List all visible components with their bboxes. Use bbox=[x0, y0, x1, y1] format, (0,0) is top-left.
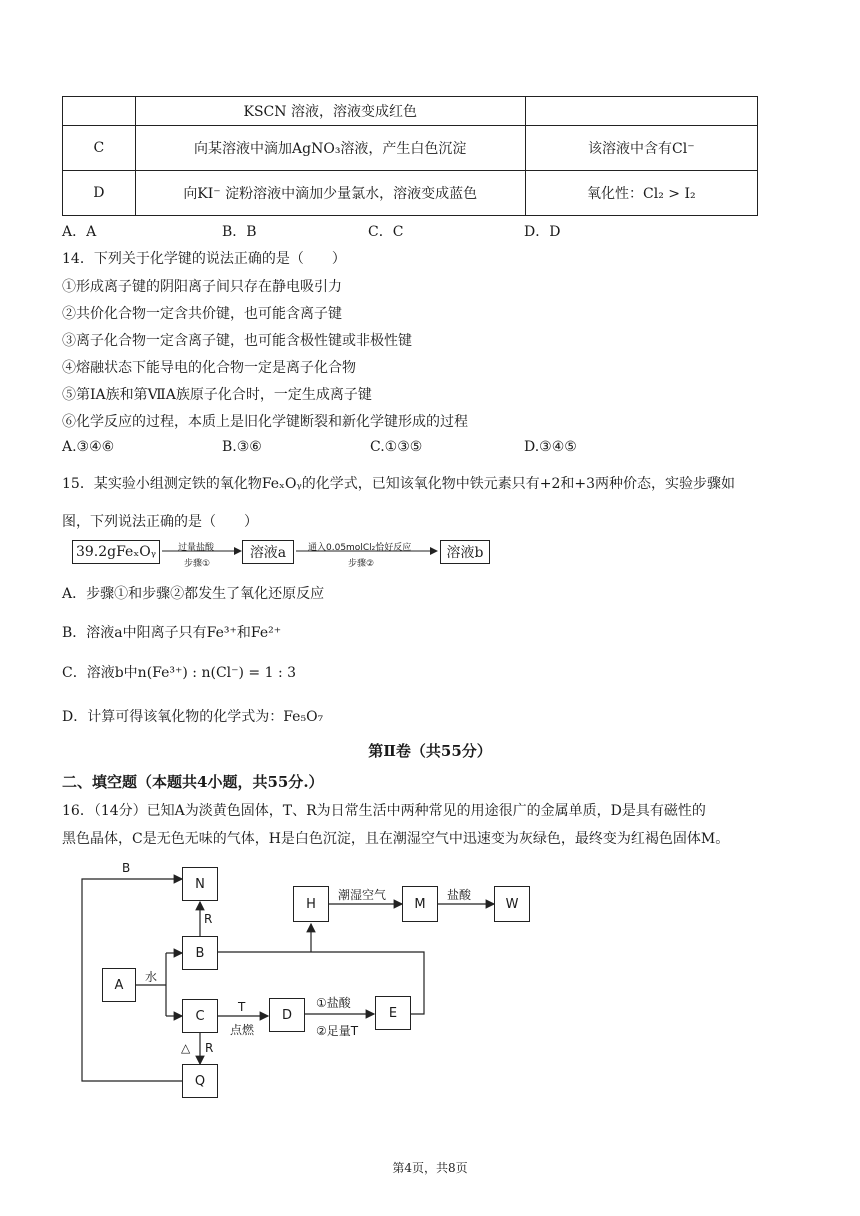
q15-stem: 15．某实验小组测定铁的氧化物FeₓOᵧ的化学式，已知该氧化物中铁元素只有+2和+3两种价态，实验步骤如 bbox=[62, 476, 736, 492]
q15-option-b[interactable]: B．溶液a中阳离子只有Fe³⁺和Fe²⁺ bbox=[62, 625, 282, 641]
label-excess-t: ②足量T bbox=[316, 1024, 359, 1038]
q14-item: ①形成离子键的阴阳离子间只存在静电吸引力 bbox=[62, 279, 342, 295]
label-t: T bbox=[238, 1000, 246, 1014]
label-r-low: R bbox=[205, 1041, 214, 1055]
flow-box-oxide: 39.2gFeₓOᵧ bbox=[72, 540, 160, 564]
flow-arrow2-label: 通入0.05molCl₂恰好反应 bbox=[308, 543, 412, 553]
q16-text: 16．（14分）已知A为淡黄色固体，T、R为日常生活中两种常见的用途很广的金属单质，D是具有磁性的 bbox=[62, 803, 706, 819]
node-w: W bbox=[494, 886, 530, 922]
table-cell: 氧化性：Cl₂ > I₂ bbox=[525, 171, 757, 216]
q14-option-a[interactable]: A.③④⑥ bbox=[62, 439, 115, 455]
q13-option-c[interactable]: C．C bbox=[368, 224, 404, 240]
node-b: B bbox=[182, 936, 218, 970]
node-m: M bbox=[402, 886, 438, 922]
q15-option-d[interactable]: D．计算可得该氧化物的化学式为：Fe₅O₇ bbox=[62, 709, 324, 725]
table-cell: 向某溶液中滴加AgNO₃溶液，产生白色沉淀 bbox=[135, 126, 525, 171]
node-h: H bbox=[293, 886, 329, 922]
flow-box-solution-a: 溶液a bbox=[242, 540, 294, 564]
q16-text-cont: 黑色晶体，C是无色无味的气体，H是白色沉淀，且在潮湿空气中迅速变为灰绿色，最终变为红褐色固体M。 bbox=[62, 831, 730, 847]
q15-stem-cont: 图，下列说法正确的是（ ） bbox=[62, 514, 258, 530]
q14-item: ⑤第ⅠA族和第ⅦA族原子化合时，一定生成离子键 bbox=[62, 387, 372, 403]
q14-option-d[interactable]: D.③④⑤ bbox=[524, 439, 577, 455]
q14-option-b[interactable]: B.③⑥ bbox=[222, 439, 262, 455]
node-a: A bbox=[102, 968, 136, 1002]
q14-option-c[interactable]: C.①③⑤ bbox=[370, 439, 423, 455]
node-e: E bbox=[375, 996, 411, 1030]
label-moist-air: 潮湿空气 bbox=[338, 888, 387, 902]
node-c: C bbox=[182, 999, 218, 1033]
q14-stem: 14．下列关于化学键的说法正确的是（ ） bbox=[62, 251, 346, 267]
table-cell: 向KI⁻ 淀粉溶液中滴加少量氯水，溶液变成蓝色 bbox=[135, 171, 525, 216]
node-q: Q bbox=[182, 1064, 218, 1098]
flow-box-solution-b: 溶液b bbox=[440, 540, 490, 564]
label-r: R bbox=[204, 912, 213, 926]
q14-item: ④熔融状态下能导电的化合物一定是离子化合物 bbox=[62, 360, 356, 376]
section2-title: 二、填空题（本题共4小题，共55分.） bbox=[62, 773, 324, 791]
table-cell: KSCN 溶液，溶液变成红色 bbox=[135, 97, 525, 126]
label-hcl: 盐酸 bbox=[447, 888, 472, 902]
table-cell: C bbox=[63, 126, 136, 171]
flow-arrow1-step: 步骤① bbox=[184, 559, 211, 569]
label-heat: △ bbox=[181, 1041, 191, 1055]
page-footer: 第4页，共8页 bbox=[392, 1161, 468, 1175]
table-cell: D bbox=[63, 171, 136, 216]
label-b: B bbox=[122, 861, 131, 875]
q13-option-a[interactable]: A．A bbox=[62, 224, 97, 240]
q14-item: ⑥化学反应的过程，本质上是旧化学键断裂和新化学键形成的过程 bbox=[62, 414, 468, 430]
node-d: D bbox=[269, 998, 305, 1032]
q13-option-d[interactable]: D．D bbox=[524, 224, 561, 240]
flow-arrow2-step: 步骤② bbox=[348, 559, 375, 569]
label-hcl1: ①盐酸 bbox=[316, 996, 351, 1010]
q13-option-b[interactable]: B．B bbox=[222, 224, 257, 240]
flow-arrow1-label: 过量盐酸 bbox=[178, 543, 215, 553]
part2-title: 第Ⅱ卷（共55分） bbox=[368, 742, 492, 760]
node-n: N bbox=[182, 867, 218, 901]
q15-option-c[interactable]: C．溶液b中n(Fe³⁺) : n(Cl⁻) = 1 : 3 bbox=[62, 665, 297, 681]
q14-item: ③离子化合物一定含离子键，也可能含极性键或非极性键 bbox=[62, 333, 412, 349]
q14-item: ②共价化合物一定含共价键，也可能含离子键 bbox=[62, 306, 342, 322]
label-ignite: 点燃 bbox=[230, 1023, 255, 1037]
label-water: 水 bbox=[145, 970, 158, 984]
table-cell: 该溶液中含有Cl⁻ bbox=[525, 126, 757, 171]
q15-option-a[interactable]: A．步骤①和步骤②都发生了氧化还原反应 bbox=[62, 586, 325, 602]
